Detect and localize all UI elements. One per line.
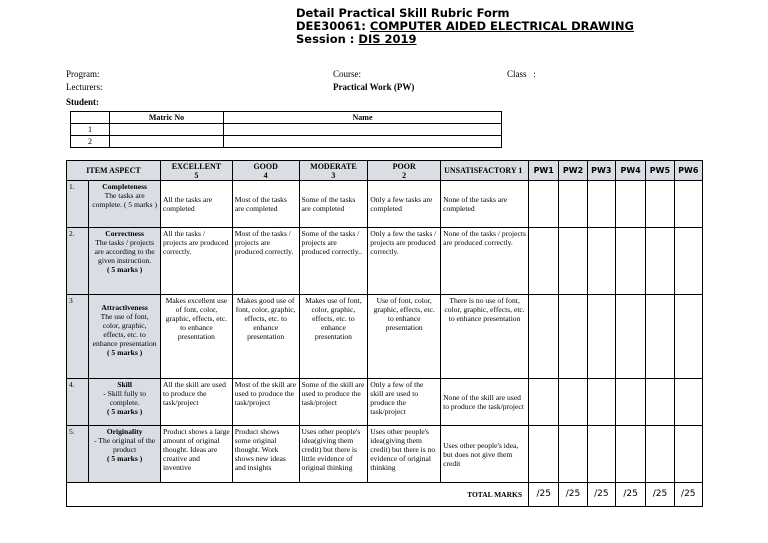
student-row-number: 2 bbox=[71, 136, 110, 148]
pw4-score[interactable] bbox=[615, 379, 645, 426]
pw3-score[interactable] bbox=[587, 379, 615, 426]
aspect-skill bbox=[89, 379, 161, 426]
pw4-total[interactable]: /25 bbox=[615, 483, 645, 507]
pw5-score[interactable] bbox=[646, 228, 674, 295]
pw3-score[interactable] bbox=[587, 426, 615, 483]
pw2-score[interactable] bbox=[559, 228, 587, 295]
pw5-score[interactable] bbox=[646, 181, 674, 228]
aspect-desc: - The original of the product bbox=[94, 436, 156, 454]
rubric-row-skill bbox=[67, 379, 703, 426]
poor-criteria: Only a few the tasks / projects are produced correctly. bbox=[368, 228, 441, 295]
aspect-desc: The tasks / projects are according to the given instruction. bbox=[94, 238, 155, 265]
aspect-correctness bbox=[89, 228, 161, 295]
good-criteria: Product shows some original thought. Work shows new ideas and insights bbox=[232, 426, 299, 483]
good-criteria: Most of the tasks are completed bbox=[232, 181, 299, 228]
aspect-attractiveness bbox=[89, 295, 161, 379]
moderate-criteria: Uses other people's idea(giving them credit) but there is little evidence of original thinking bbox=[299, 426, 368, 483]
student-row bbox=[71, 136, 502, 148]
lecturers-label: Lecturers: bbox=[66, 82, 103, 92]
poor-criteria: Use of font, color, graphic, effects, etc. to enhance presentation bbox=[368, 295, 441, 379]
pw1-total[interactable]: /25 bbox=[529, 483, 559, 507]
poor-criteria: Uses other people's idea(giving them credit) but there is no evidence of original thinking bbox=[368, 426, 441, 483]
aspect-title: Originality bbox=[106, 427, 143, 436]
rubric-header-row bbox=[67, 161, 703, 181]
aspect-marks: ( 5 marks ) bbox=[107, 265, 143, 274]
aspect-marks: ( 5 marks ) bbox=[107, 407, 143, 416]
row-number: 5. bbox=[67, 426, 89, 483]
student-row-number: 1 bbox=[71, 124, 110, 136]
total-row bbox=[67, 483, 703, 507]
pw6-score[interactable] bbox=[674, 379, 702, 426]
excellent-criteria: All the skill are used to produce the task/project bbox=[161, 379, 233, 426]
poor-header: POOR 2 bbox=[368, 161, 441, 181]
course-code: DEE30061: bbox=[296, 19, 366, 33]
course-name: COMPUTER AIDED ELECTRICAL DRAWING bbox=[369, 19, 634, 33]
pw5-score[interactable] bbox=[646, 295, 674, 379]
aspect-title: Correctness bbox=[105, 229, 144, 238]
matric-cell[interactable] bbox=[110, 124, 224, 136]
good-criteria: Makes good use of font, color, graphic, effects, etc. to enhance presentation bbox=[232, 295, 299, 379]
program-label: Program: bbox=[66, 69, 100, 79]
unsatisfactory-criteria: None of the tasks are completed bbox=[441, 181, 529, 228]
course-label: Course: bbox=[333, 69, 361, 79]
excellent-criteria: All the tasks / projects are produced correctly. bbox=[161, 228, 233, 295]
rubric-row-attractiveness bbox=[67, 295, 703, 379]
pw1-score[interactable] bbox=[529, 426, 559, 483]
pw2-score[interactable] bbox=[559, 426, 587, 483]
row-number: 1. bbox=[67, 181, 89, 228]
aspect-title: Completeness bbox=[102, 182, 147, 191]
aspect-title: Skill bbox=[117, 380, 133, 389]
session-label: Session : bbox=[296, 32, 355, 46]
aspect-title: Attractiveness bbox=[101, 303, 148, 312]
row-number: 2. bbox=[67, 228, 89, 295]
pw6-header: PW6 bbox=[674, 161, 702, 181]
unsatisfactory-criteria: There is no use of font, color, graphic, effects, etc. to enhance presentation bbox=[441, 295, 529, 379]
session-line bbox=[296, 32, 417, 46]
good-criteria: Most of the tasks / projects are produced correctly. bbox=[232, 228, 299, 295]
row-number: 4. bbox=[67, 379, 89, 426]
pw1-score[interactable] bbox=[529, 228, 559, 295]
pw3-score[interactable] bbox=[587, 295, 615, 379]
pw3-score[interactable] bbox=[587, 181, 615, 228]
pw6-total[interactable]: /25 bbox=[674, 483, 702, 507]
matric-cell[interactable] bbox=[110, 136, 224, 148]
excellent-criteria: Makes excellent use of font, color, graphic, effects, etc. to enhance presentation bbox=[161, 295, 233, 379]
poor-criteria: Only a few of the skill are used to produce the task/project bbox=[368, 379, 441, 426]
pw4-score[interactable] bbox=[615, 426, 645, 483]
pw2-score[interactable] bbox=[559, 379, 587, 426]
pw6-score[interactable] bbox=[674, 295, 702, 379]
unsatisfactory-criteria: Uses other people's idea, but does not give them credit bbox=[441, 426, 529, 483]
name-cell[interactable] bbox=[224, 136, 502, 148]
form-title: Detail Practical Skill Rubric Form bbox=[296, 6, 510, 20]
aspect-desc: - Skill fully to complete. bbox=[103, 389, 147, 407]
pw6-score[interactable] bbox=[674, 228, 702, 295]
pw4-score[interactable] bbox=[615, 181, 645, 228]
aspect-originality bbox=[89, 426, 161, 483]
pw5-score[interactable] bbox=[646, 379, 674, 426]
pw3-total[interactable]: /25 bbox=[587, 483, 615, 507]
pw2-header: PW2 bbox=[559, 161, 587, 181]
course-value: Practical Work (PW) bbox=[333, 82, 415, 92]
aspect-marks: ( 5 marks ) bbox=[107, 348, 143, 357]
aspect-marks: ( 5 marks ) bbox=[107, 454, 143, 463]
student-row bbox=[71, 124, 502, 136]
pw1-score[interactable] bbox=[529, 379, 559, 426]
pw5-total[interactable]: /25 bbox=[646, 483, 674, 507]
pw2-score[interactable] bbox=[559, 295, 587, 379]
name-header: Name bbox=[224, 112, 502, 124]
pw1-header: PW1 bbox=[529, 161, 559, 181]
matric-header: Matric No bbox=[110, 112, 224, 124]
pw4-score[interactable] bbox=[615, 228, 645, 295]
student-label: Student: bbox=[66, 97, 100, 107]
moderate-criteria: Makes use of font, color, graphic, effects, etc. to enhance presentation bbox=[299, 295, 368, 379]
good-criteria: Most of the skill are used to produce the task/project bbox=[232, 379, 299, 426]
rubric-table bbox=[66, 160, 703, 507]
excellent-criteria: Product shows a large amount of original thought. Ideas are creative and inventive bbox=[161, 426, 233, 483]
unsatisfactory-header: UNSATISFACTORY 1 bbox=[441, 161, 529, 181]
pw2-score[interactable] bbox=[559, 181, 587, 228]
session-value: DIS 2019 bbox=[358, 32, 417, 46]
pw3-score[interactable] bbox=[587, 228, 615, 295]
good-header: GOOD 4 bbox=[232, 161, 299, 181]
moderate-criteria: Some of the tasks are completed bbox=[299, 181, 368, 228]
item-aspect-header: ITEM ASPECT bbox=[67, 161, 161, 181]
poor-criteria: Only a few tasks are completed bbox=[368, 181, 441, 228]
name-cell[interactable] bbox=[224, 124, 502, 136]
total-marks-label: TOTAL MARKS bbox=[67, 483, 529, 507]
class-label: Class : bbox=[507, 69, 536, 79]
pw1-score[interactable] bbox=[529, 295, 559, 379]
pw1-score[interactable] bbox=[529, 181, 559, 228]
row-number: 3 bbox=[67, 295, 89, 379]
aspect-desc: The tasks are complete. ( 5 marks ) bbox=[92, 191, 157, 209]
rubric-row-correctness bbox=[67, 228, 703, 295]
excellent-criteria: All the tasks are completed bbox=[161, 181, 233, 228]
pw4-score[interactable] bbox=[615, 295, 645, 379]
unsatisfactory-criteria: None of the tasks / projects are produced correctly. bbox=[441, 228, 529, 295]
course-line bbox=[296, 19, 634, 33]
pw6-score[interactable] bbox=[674, 426, 702, 483]
pw5-header: PW5 bbox=[646, 161, 674, 181]
moderate-criteria: Some of the skill are used to produce the task/project bbox=[299, 379, 368, 426]
aspect-desc: The use of font, color, graphic, effects, etc. to enhance presentation bbox=[92, 312, 157, 348]
excellent-header: EXCELLENT 5 bbox=[161, 161, 233, 181]
unsatisfactory-criteria: None of the skill are used to produce the task/project bbox=[441, 379, 529, 426]
pw6-score[interactable] bbox=[674, 181, 702, 228]
rubric-row-completeness bbox=[67, 181, 703, 228]
aspect-completeness bbox=[89, 181, 161, 228]
pw2-total[interactable]: /25 bbox=[559, 483, 587, 507]
moderate-header: MODERATE 3 bbox=[299, 161, 368, 181]
pw5-score[interactable] bbox=[646, 426, 674, 483]
moderate-criteria: Some of the tasks / projects are produced correctly.. bbox=[299, 228, 368, 295]
rubric-row-originality bbox=[67, 426, 703, 483]
student-table bbox=[70, 111, 502, 148]
pw4-header: PW4 bbox=[615, 161, 645, 181]
pw3-header: PW3 bbox=[587, 161, 615, 181]
